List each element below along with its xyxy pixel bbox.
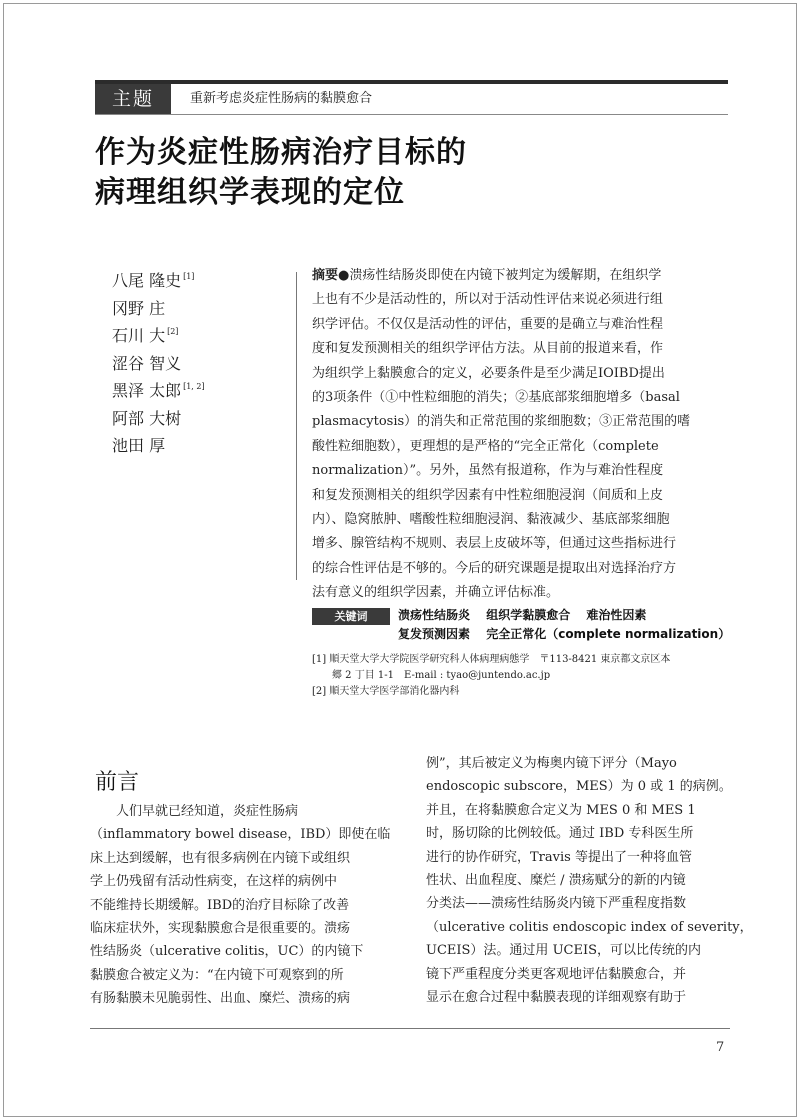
author (112, 403, 282, 431)
author (112, 430, 282, 458)
keywords (312, 606, 730, 646)
body-line: 分类法——溃疡性结肠炎内镜下严重程度指数 (426, 896, 687, 912)
abstract-line: 和复发预测相关的组织学因素有中性粒细胞浸润（间质和上皮 (312, 487, 664, 503)
author-name: 冈野 庄 (112, 298, 166, 318)
section-heading: 前言 (95, 770, 140, 795)
affiliation-line: [1] 順天堂大学大学院医学研究科人体病理病態学 〒113-8421 東京都文京区本 (312, 654, 671, 665)
body-column-right (426, 752, 753, 1009)
body-line: 黏膜愈合被定义为：“在内镜下可观察到的所 (90, 967, 344, 983)
body-line: 显示在愈合过程中黏膜表现的详细观察有助于 (426, 990, 687, 1006)
author (112, 375, 282, 403)
affiliation-line: 郷 2 丁目 1-1 E-mail : tyao@juntendo.ac.jp (312, 670, 551, 681)
affiliation-line: [2] 順天堂大学医学部消化器内科 (312, 686, 460, 697)
author-name: 石川 大 (112, 326, 166, 345)
author-name: 涩谷 智义 (112, 353, 182, 373)
article-title (95, 133, 735, 213)
page-number: 7 (716, 1040, 725, 1055)
body-line: （inflammatory bowel disease，IBD）即使在临 (90, 827, 391, 843)
keyword: 完全正常化（complete normalization） (486, 627, 731, 641)
body-line: （ulcerative colitis endoscopic index of severity， (426, 919, 753, 935)
body-line: 进行的协作研究，Travis 等提出了一种将血管 (426, 849, 692, 865)
abstract-line: 为组织学上黏膜愈合的定义，必要条件是至少满足IOIBD提出 (312, 365, 665, 381)
keyword: 复发预测因素 (398, 627, 471, 641)
body-column-left (90, 800, 395, 1011)
topic-subtitle: 重新考虑炎症性肠病的黏膜愈合 (190, 91, 373, 106)
author-name: 八尾 隆史 (112, 271, 182, 290)
author (112, 293, 282, 321)
abstract (312, 264, 730, 606)
body-line: UCEIS）法。通过用 UCEIS，可以比传统的内 (426, 943, 701, 959)
author-ref: [1] (183, 272, 195, 281)
body-line: 镜下严重程度分类更客观地评估黏膜愈合，并 (426, 966, 687, 982)
author-ref: [2] (167, 327, 179, 336)
abstract-line: 度和复发预测相关的组织学评估方法。从目前的报道来看，作 (312, 341, 664, 357)
abstract-label: 摘要● (312, 268, 350, 283)
topic-tag: 主题 (95, 84, 171, 114)
author (112, 265, 282, 293)
abstract-line: 上也有不少是活动性的，所以对于活动性评估来说必须进行组 (312, 292, 664, 308)
topic-band (95, 80, 728, 116)
body-line: 性结肠炎（ulcerative colitis，UC）的内镜下 (90, 944, 364, 960)
body-line: 有肠黏膜未见脆弱性、出血、糜烂、溃疡的病 (90, 991, 351, 1007)
keywords-row-2 (398, 625, 742, 642)
abstract-line: 增多、腺管结构不规则、表层上皮破坏等，但通过这些指标进行 (312, 536, 677, 552)
author (112, 320, 282, 348)
body-line: 时，肠切除的比例较低。通过 IBD 专科医生所 (426, 826, 694, 842)
body-line: 临床症状外，实现黏膜愈合是很重要的。溃疡 (90, 921, 351, 937)
footer-rule (90, 1028, 730, 1029)
body-line: 不能维持长期缓解。IBD的治疗目标除了改善 (90, 897, 350, 913)
abstract-line: plasmacytosis）的消失和正常范围的浆细胞数；③正常范围的嗜 (312, 414, 691, 430)
body-line: 例”，其后被定义为梅奥内镜下评分（Mayo (426, 756, 677, 771)
author-ref: [1, 2] (183, 382, 205, 391)
body-line: endoscopic subscore，MES）为 0 或 1 的病例。 (426, 779, 732, 795)
abstract-line: normalization）”。另外，虽然有报道称，作为与难治性程度 (312, 463, 664, 479)
abstract-line (312, 264, 730, 288)
keyword: 组织学黏膜愈合 (486, 608, 571, 622)
author (112, 348, 282, 376)
keyword: 难治性因素 (586, 608, 647, 622)
body-line: 并且，在将黏膜愈合定义为 MES 0 和 MES 1 (426, 802, 696, 818)
keywords-label: 关键词 (312, 608, 390, 625)
abstract-text: 溃疡性结肠炎即使在内镜下被判定为缓解期，在组织学 (349, 268, 662, 283)
author-divider (296, 272, 297, 580)
body-line: 性状、出血程度、糜烂 / 溃疡赋分的新的内镜 (426, 873, 686, 889)
abstract-line: 法有意义的组织学因素，并确立评估标准。 (312, 585, 560, 601)
author-name: 池田 厚 (112, 436, 166, 455)
abstract-line: 的综合性评估是不够的。今后的研究课题是提取出对选择治疗方 (312, 560, 677, 576)
body-line: 床上达到缓解，也有很多病例在内镜下或组织 (90, 850, 351, 866)
body-line: 学上仍残留有活动性病变，在这样的病例中 (90, 874, 338, 890)
body-line: 人们早就已经知道，炎症性肠病 (90, 804, 299, 819)
author-list (112, 265, 282, 458)
affiliations (312, 652, 732, 700)
keyword: 溃疡性结肠炎 (398, 608, 471, 622)
keywords-row-1 (398, 606, 658, 623)
author-name: 黑泽 太郎 (112, 381, 182, 400)
abstract-line: 内）、隐窝脓肿、嗜酸性粒细胞浸润、黏液减少、基底部浆细胞 (312, 512, 670, 528)
abstract-line: 的3项条件（①中性粒细胞的消失；②基底部浆细胞增多（basal (312, 390, 680, 406)
title-line-1: 作为炎症性肠病治疗目标的 (95, 135, 467, 170)
author-name: 阿部 大树 (112, 408, 182, 428)
abstract-line: 酸性粒细胞数），更理想的是严格的“完全正常化（complete (312, 438, 659, 454)
title-line-2: 病理组织学表现的定位 (95, 175, 405, 210)
abstract-line: 织学评估。不仅仅是活动性的评估，重要的是确立与难治性程 (312, 316, 664, 332)
topic-divider (95, 114, 728, 115)
